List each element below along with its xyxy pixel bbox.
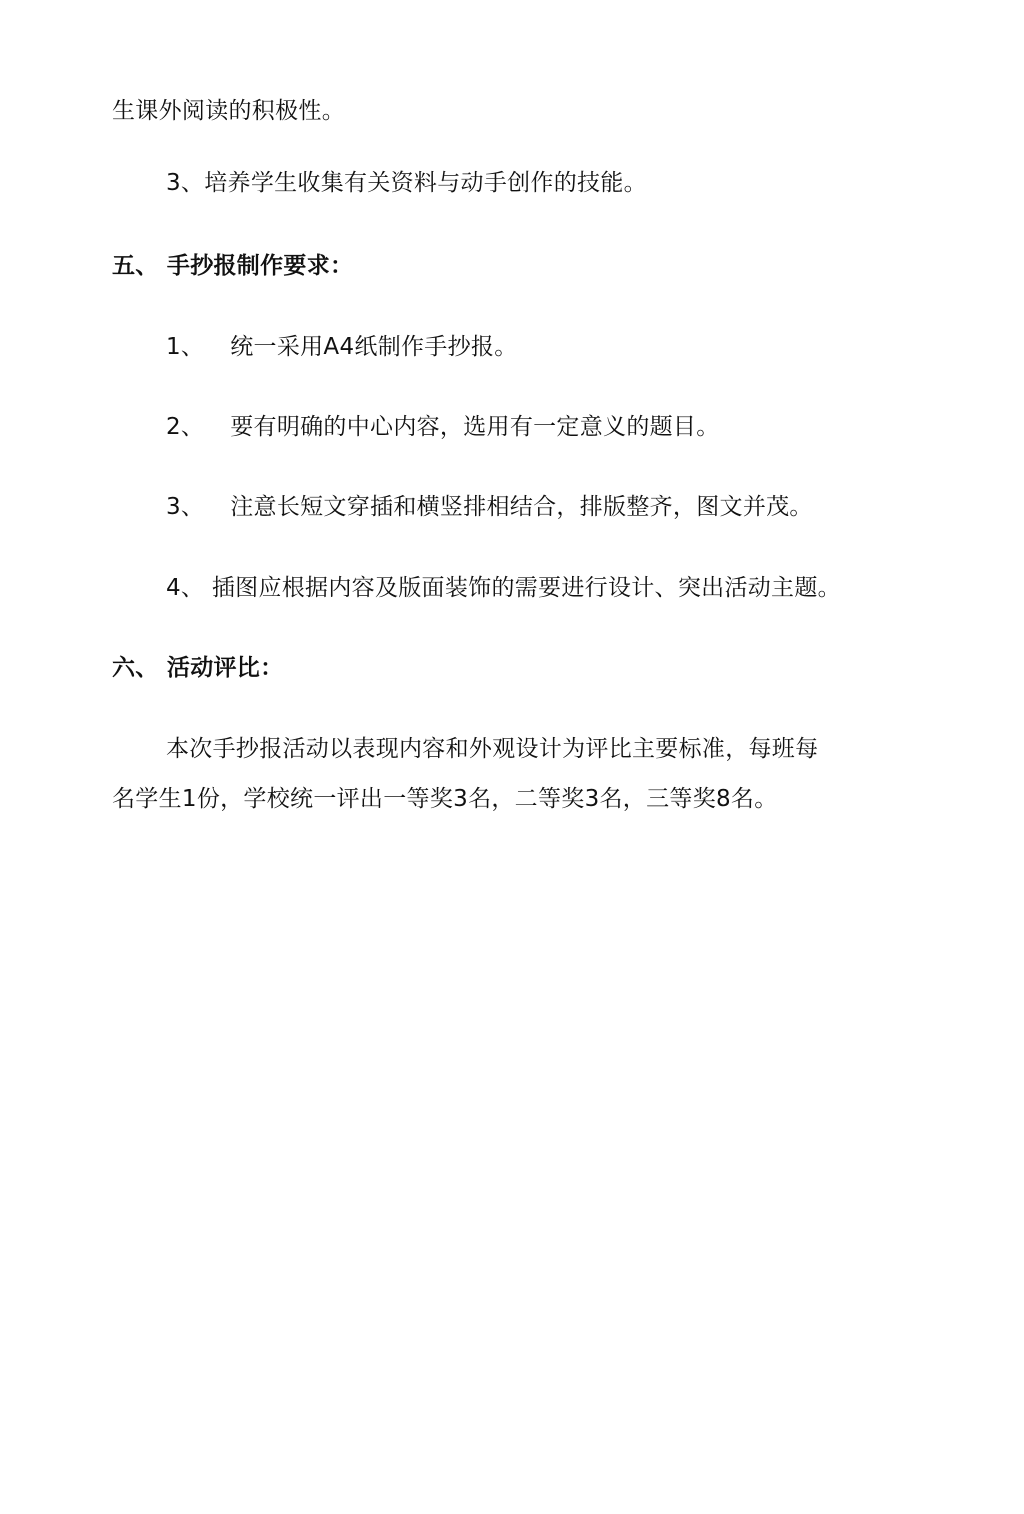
- requirement-item-4: 4、 插图应根据内容及版面装饰的需要进行设计、突出活动主题。: [166, 575, 841, 601]
- requirement-3-number: 3、: [166, 494, 205, 520]
- intro-tail-text: 生课外阅读的积极性。: [112, 98, 345, 124]
- requirement-item-3: [166, 492, 813, 522]
- requirement-1-number: 1、: [166, 334, 205, 360]
- goal-item-3: 3、培养学生收集有关资料与动手创作的技能。: [166, 170, 647, 196]
- requirement-2-text: 要有明确的中心内容，选用有一定意义的题目。: [230, 414, 720, 440]
- section-5-heading: 五、 手抄报制作要求：: [112, 253, 354, 279]
- evaluation-text-line-1: 本次手抄报活动以表现内容和外观设计为评比主要标准，每班每: [166, 736, 819, 762]
- requirement-2-number: 2、: [166, 414, 205, 440]
- requirement-item-2: [166, 412, 720, 442]
- section-6-heading: 六、 活动评比：: [112, 655, 284, 681]
- requirement-3-text: 注意长短文穿插和横竖排相结合，排版整齐，图文并茂。: [230, 494, 813, 520]
- requirement-item-1: [166, 332, 518, 362]
- requirement-1-text: 统一采用A4纸制作手抄报。: [230, 334, 518, 360]
- evaluation-text-line-2: 名学生1份，学校统一评出一等奖3名，二等奖3名，三等奖8名。: [112, 786, 778, 812]
